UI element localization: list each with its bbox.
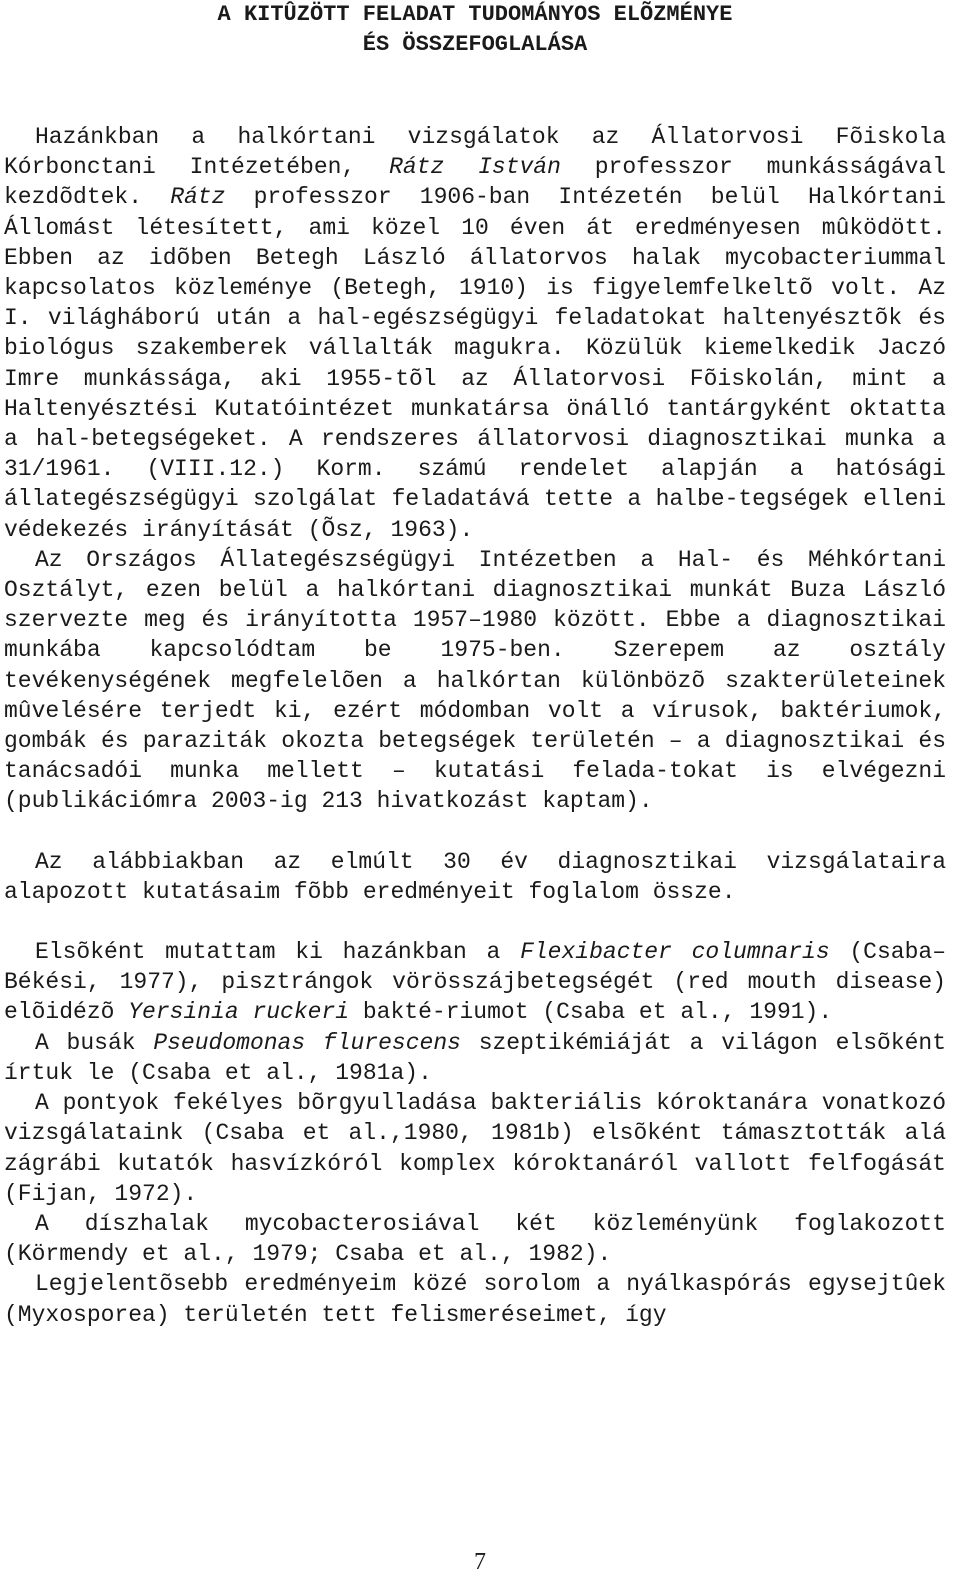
section-title <box>4 0 946 60</box>
document-page <box>4 0 946 1330</box>
page-number: 7 <box>474 1549 486 1575</box>
paragraph-summary-intro: Az alábbiakban az elmúlt 30 év diagnosztikai vizsgálataira alapozott kutatásaim fõbb eredményeit foglalom össze. <box>4 848 946 905</box>
paragraph-carp-ulcer: A pontyok fekélyes bõrgyulladása bakteriális kóroktanára vonatkozó vizsgálataink (Csaba et al.,1980, 1981b) elsõként támasztották alá zágrábi kutatók hasvízkóról komplex kóroktanáról vallott felfogását (Fijan, 1972). <box>4 1090 946 1207</box>
text-run: A busák <box>35 1029 154 1056</box>
text-run: Elsõként mutattam ki hazánkban a <box>35 939 521 966</box>
text-run: (Csaba–Békési, 1977), pisztrángok vörösszájbetegségét (red mouth disease) elõidézõ <box>4 939 946 1026</box>
text-run: professzor 1906-ban Intézetén belül Halkórtani Állomást létesített, ami közel 10 éven át eredményesen mûködött. Ebben az idõben Betegh László állatorvos halak mycobacteriummal kapcsolatos közleménye (Betegh, 1910) is figyelemfelkeltõ volt. Az I. világháború után a hal-egészségügyi feladatokat haltenyésztõk és biológus szakemberek vállalták magukra. Közülük kiemelkedik Jaczó Imre munkássága, aki 1955-tõl az Állatorvosi Fõiskolán, mint a Haltenyésztési Kutatóintézet munkatársa önálló tantárgyként oktatta a hal-betegségeket. A rendszeres állatorvosi diagnosztikai munka a 31/1961. (VIII.12.) Korm. számú rendelet alapján a hatósági állategészségügyi szolgálat feladatává tette a halbe-tegségek elleni védekezés irányítását (Õsz, 1963). <box>4 184 946 543</box>
paragraph-flexibacter <box>4 937 946 1028</box>
spacer <box>4 817 946 847</box>
italic-species: Flexibacter columnaris <box>520 939 830 966</box>
text-run: szeptikémiáját a világon elsõként írtuk le (Csaba et al., 1981a). <box>4 1029 947 1086</box>
section-title-line-2: ÉS ÖSSZEFOGLALÁSA <box>362 32 588 57</box>
italic-name: Rátz <box>170 184 226 211</box>
paragraph-mycobacterosis: A díszhalak mycobacterosiával két közleményünk foglakozott (Körmendy et al., 1979; Csaba et al., 1982). <box>4 1210 946 1268</box>
paragraph-institute: Az Országos Állategészségügyi Intézetben a Hal- és Méhkórtani Osztályt, ezen belül a halkórtani diagnosztikai munkát Buza László szervezte meg és irányította 1957–1980 között. Ebbe a diagnosztikai munkába kapcsolódtam be 1975-ben. Szerepem az osztály tevékenységének megfelelõen a halkórtan különbözõ szakterületeinek mûvelésére terjedt ki, ezért módomban volt a vírusok, baktériumok, gombák és paraziták okozta betegségek területén – a diagnosztikai és tanácsadói munka mellett – kutatási felada-tokat is elvégezni (publikációmra 2003-ig 213 hivatkozást kaptam). <box>4 546 946 815</box>
text-run: professzor munkásságával kezdõdtek. <box>4 154 946 211</box>
italic-species: Yersinia ruckeri <box>128 999 350 1026</box>
italic-name: Rátz István <box>389 154 561 181</box>
spacer <box>4 907 946 937</box>
italic-species: Pseudomonas flurescens <box>153 1029 461 1056</box>
paragraph-history <box>4 122 946 545</box>
paragraph-pseudomonas <box>4 1028 946 1088</box>
spacer <box>4 60 946 122</box>
text-run: bakté-riumot (Csaba et al., 1991). <box>349 999 833 1026</box>
text-run: Hazánkban a halkórtani vizsgálatok az Állatorvosi Fõiskola Kórbonctani Intézetében, <box>4 124 946 181</box>
paragraph-myxosporea: Legjelentõsebb eredményeim közé sorolom a nyálkaspórás egysejtûek (Myxosporea) területén tett felismeréseimet, így <box>4 1271 946 1328</box>
section-title-line-1: A KITÛZÖTT FELADAT TUDOMÁNYOS ELÕZMÉNYE <box>217 2 733 27</box>
